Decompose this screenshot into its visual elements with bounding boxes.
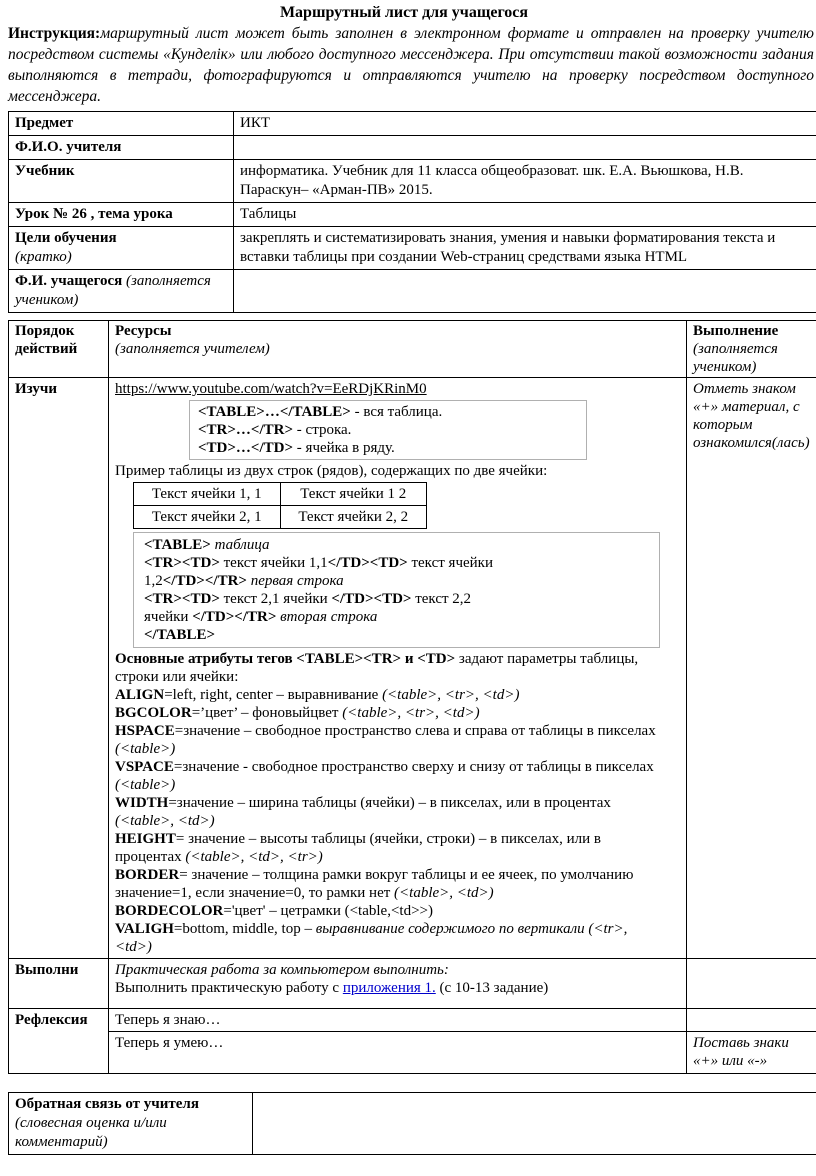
info-row-goals xyxy=(9,227,816,270)
route-row-reflection-a xyxy=(9,1009,816,1032)
header-actions xyxy=(9,321,109,378)
attr-border xyxy=(115,866,666,902)
do-completion-cell xyxy=(687,959,816,1009)
code-tag: <TR><TD> xyxy=(144,555,220,571)
example-cell-2-1: Текст ячейки 2, 1 xyxy=(134,506,281,529)
student-name-value xyxy=(234,270,816,313)
code-tag: </TD><TD> xyxy=(327,555,408,571)
example-row-2 xyxy=(134,506,427,529)
attr-name: BORDER xyxy=(115,867,180,883)
info-row-lesson xyxy=(9,203,816,227)
attr-name: HEIGHT xyxy=(115,831,176,847)
attr-desc: =значение – ширина таблицы (ячейки) – в пикселах, или в процентах xyxy=(168,795,611,811)
practice-intro: Практическая работа за компьютером выполнить: xyxy=(115,962,449,978)
info-row-student-name xyxy=(9,270,816,313)
code-tag: </TABLE> xyxy=(144,627,216,643)
attr-name: BGCOLOR xyxy=(115,705,192,721)
code-tag: </TD><TD> xyxy=(331,591,412,607)
attr-name: BORDECOLOR xyxy=(115,903,224,919)
reflection-action-label: Рефлексия xyxy=(15,1012,88,1028)
study-resources-cell xyxy=(109,378,687,959)
example-row-1 xyxy=(134,483,427,506)
info-label-cell xyxy=(9,112,234,136)
route-table xyxy=(8,320,816,1074)
instruction-text: маршрутный лист может быть заполнен в электронном формате и отправлен на проверку учителю посредством системы «Кунделік» или любого доступного мессенджера. При отсутствии такой возможности задания выполняются в тетради, фотографируются и отправляются учителю на проверку посредством доступного мессенджера. xyxy=(8,25,814,105)
info-label-cell xyxy=(9,203,234,227)
code-line-2 xyxy=(144,554,649,572)
reflection-action-cell xyxy=(9,1009,109,1074)
goals-label: Цели обучения xyxy=(15,230,117,246)
code-line-1 xyxy=(144,536,649,554)
route-row-study xyxy=(9,378,816,959)
feedback-label-cell xyxy=(9,1093,253,1155)
attr-name: WIDTH xyxy=(115,795,169,811)
reflection-can-cell: Теперь я умею… xyxy=(109,1032,687,1074)
attr-name: ALIGN xyxy=(115,687,165,703)
attr-scope: выравнивание содержимого по вертикали (<tr>, <td>) xyxy=(115,921,628,955)
teacher-value xyxy=(234,136,816,160)
route-row-do xyxy=(9,959,816,1009)
attr-bordercolor xyxy=(115,902,666,920)
attributes-intro-bold: Основные атрибуты тегов <TABLE><TR> и <TD> xyxy=(115,651,456,667)
study-action-label: Изучи xyxy=(15,381,57,397)
attr-valign xyxy=(115,920,666,956)
goals-value: закреплять и систематизировать знания, умения и навыки форматирования текста и вставки таблицы при создании Web-страниц средствами языка HTML xyxy=(234,227,816,270)
code-comment: таблица xyxy=(210,537,270,553)
td-tag: <TD>…</TD> xyxy=(198,440,294,456)
attr-height xyxy=(115,830,666,866)
attr-desc: =left, right, center – выравнивание xyxy=(164,687,383,703)
attr-desc: =’цвет’ – фоновыйцвет xyxy=(191,705,343,721)
code-tag: </TD></TR> xyxy=(162,573,247,589)
table-tag: <TABLE>…</TABLE> xyxy=(198,404,351,420)
info-row-textbook xyxy=(9,160,816,203)
info-label-cell xyxy=(9,227,234,270)
route-row-reflection-b xyxy=(9,1032,816,1074)
header-completion xyxy=(687,321,816,378)
code-text: текст 2,2 xyxy=(411,591,472,607)
code-tag: <TR><TD> xyxy=(144,591,220,607)
subject-value: ИКТ xyxy=(234,112,816,136)
student-name-note: (заполняется учеником) xyxy=(15,273,211,308)
legend-line-td xyxy=(198,439,578,457)
attr-bgcolor xyxy=(115,704,666,722)
feedback-row xyxy=(9,1093,816,1155)
attr-scope: (<table>, <td>) xyxy=(115,813,215,829)
student-name-label: Ф.И. учащегося xyxy=(15,273,123,289)
attributes-intro xyxy=(115,650,666,686)
header-resources-label: Ресурсы xyxy=(115,323,172,339)
reflection-know-cell: Теперь я знаю… xyxy=(109,1009,687,1032)
code-comment: вторая строка xyxy=(276,609,378,625)
lesson-label: Урок № 26 , тема урока xyxy=(15,206,173,222)
header-completion-note: (заполняется учеником) xyxy=(693,341,778,375)
study-action-cell xyxy=(9,378,109,959)
attr-vspace xyxy=(115,758,666,794)
attr-scope: (<table>, <tr>, <td>) xyxy=(342,705,480,721)
attr-name: HSPACE xyxy=(115,723,175,739)
info-label-cell xyxy=(9,160,234,203)
code-text: текст ячейки xyxy=(407,555,494,571)
header-resources xyxy=(109,321,687,378)
attr-scope: (<table>) xyxy=(115,777,176,793)
goals-label-note: (кратко) xyxy=(15,249,72,265)
legend-line-tr xyxy=(198,421,578,439)
feedback-table xyxy=(8,1092,816,1155)
code-tag: </TD></TR> xyxy=(192,609,277,625)
example-table xyxy=(133,482,427,529)
code-comment: первая строка xyxy=(246,573,344,589)
reflection-completion-note: Поставь знаки «+» или «-» xyxy=(693,1035,789,1069)
legend-line-table xyxy=(198,403,578,421)
attr-scope: (<table>, <td>, <tr>) xyxy=(185,849,323,865)
info-row-subject xyxy=(9,112,816,136)
tag-legend-box xyxy=(189,400,587,460)
td-tag-desc: - ячейка в ряду. xyxy=(293,440,395,456)
info-label-cell xyxy=(9,270,234,313)
teacher-label: Ф.И.О. учителя xyxy=(15,139,122,155)
video-url-line xyxy=(115,380,666,398)
example-cell-1-2: Текст ячейки 1 2 xyxy=(280,483,427,506)
instruction-paragraph xyxy=(8,23,814,107)
code-text: текст 2,1 ячейки xyxy=(219,591,332,607)
appendix-link[interactable]: приложения 1. xyxy=(342,980,436,996)
subject-label: Предмет xyxy=(15,115,74,131)
code-line-6 xyxy=(144,626,649,644)
info-label-cell xyxy=(9,136,234,160)
attr-name: VALIGH xyxy=(115,921,174,937)
feedback-label: Обратная связь от учителя xyxy=(15,1096,199,1112)
attr-desc: ='цвет' – цетрамки (<table,<td>>) xyxy=(223,903,433,919)
attr-scope: (<table>, <tr>, <td>) xyxy=(382,687,520,703)
instruction-label: Инструкция: xyxy=(8,25,101,42)
route-header-row xyxy=(9,321,816,378)
header-completion-label: Выполнение xyxy=(693,323,779,339)
do-action-cell xyxy=(9,959,109,1009)
reflection-completion-cell xyxy=(687,1032,816,1074)
attr-width xyxy=(115,794,666,830)
textbook-label: Учебник xyxy=(15,163,75,179)
feedback-note: (словесная оценка и/или комментарий) xyxy=(15,1115,167,1150)
info-row-teacher xyxy=(9,136,816,160)
code-line-5 xyxy=(144,608,649,626)
attr-align xyxy=(115,686,666,704)
attr-desc: =значение – свободное пространство слева и справа от таблицы в пикселах xyxy=(174,723,656,739)
header-resources-note: (заполняется учителем) xyxy=(115,341,270,357)
lesson-topic-value: Таблицы xyxy=(234,203,816,227)
practice-task-after: (с 10-13 задание) xyxy=(435,980,549,996)
attr-desc: =значение - свободное пространство сверху и снизу от таблицы в пикселах xyxy=(173,759,654,775)
reflection-know-completion-cell xyxy=(687,1009,816,1032)
code-text: текст ячейки 1,1 xyxy=(219,555,328,571)
code-text: ячейки xyxy=(144,609,193,625)
practice-task xyxy=(115,979,680,997)
study-completion-cell xyxy=(687,378,816,959)
html-code-box xyxy=(133,532,660,648)
code-line-4 xyxy=(144,590,649,608)
attributes-intro-text: задают параметры таблицы, строки или ячейки: xyxy=(115,651,639,685)
example-cell-1-1: Текст ячейки 1, 1 xyxy=(134,483,281,506)
feedback-value-cell xyxy=(253,1093,816,1155)
info-table xyxy=(8,111,816,313)
attr-desc: = значение – высоты таблицы (ячейки, строки) – в пикселах, или в процентах xyxy=(115,831,601,865)
code-text: 1,2 xyxy=(144,573,163,589)
attr-scope: (<table>) xyxy=(115,741,176,757)
attr-hspace xyxy=(115,722,666,758)
tr-tag-desc: - строка. xyxy=(293,422,352,438)
example-cell-2-2: Текст ячейки 2, 2 xyxy=(280,506,427,529)
code-tag: <TABLE> xyxy=(144,537,211,553)
youtube-video-link[interactable]: https://www.youtube.com/watch?v=EeRDjKRinM0 xyxy=(115,381,427,397)
do-action-label: Выполни xyxy=(15,962,79,978)
tr-tag: <TR>…</TR> xyxy=(198,422,294,438)
attr-name: VSPACE xyxy=(115,759,174,775)
attr-desc: = значение – толщина рамки вокруг таблицы и ее ячеек, по умолчанию значение=1, если значение=0, то рамки нет xyxy=(115,867,634,901)
practice-task-before: Выполнить практическую работу с xyxy=(115,980,343,996)
attr-desc: =bottom, middle, top – xyxy=(173,921,316,937)
code-line-3 xyxy=(144,572,649,590)
do-resources-cell xyxy=(109,959,687,1009)
textbook-value: информатика. Учебник для 11 класса общеобразоват. шк. Е.А. Вьюшкова, Н.В. Параскун– «Арман-ПВ» 2015. xyxy=(234,160,816,203)
study-completion-note: Отметь знаком «+» материал, с которым ознакомился(лась) xyxy=(693,381,810,451)
table-tag-desc: - вся таблица. xyxy=(350,404,443,420)
example-caption: Пример таблицы из двух строк (рядов), содержащих по две ячейки: xyxy=(115,463,548,479)
attr-scope: (<table>, <td>) xyxy=(394,885,494,901)
header-actions-label: Порядок действий xyxy=(15,323,78,357)
page-title: Маршрутный лист для учащегося xyxy=(279,4,529,21)
